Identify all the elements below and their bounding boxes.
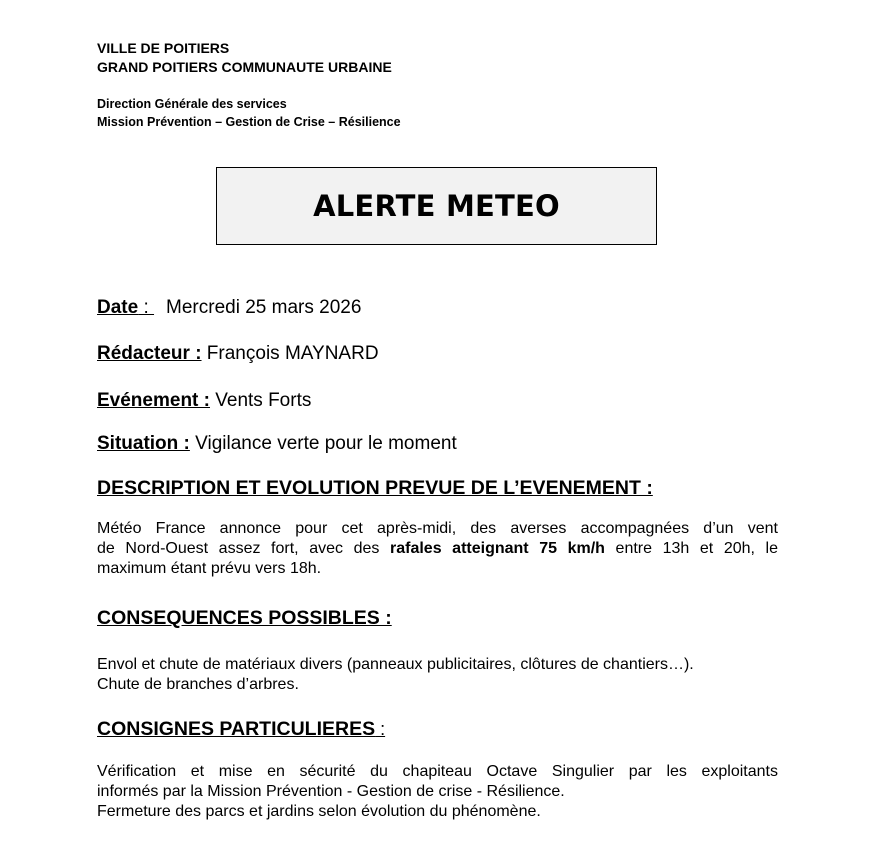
field-date-label: Date xyxy=(97,297,139,318)
section-consignes-heading-suffix: : xyxy=(375,719,386,739)
consequences-paragraph xyxy=(97,655,778,695)
consignes-line-3: Fermeture des parcs et jardins selon évolution du phénomène. xyxy=(97,803,541,820)
section-consignes-heading-text: CONSIGNES PARTICULIERES xyxy=(97,718,376,740)
header-mission: Mission Prévention – Gestion de Crise – Résilience xyxy=(97,115,401,129)
field-situation xyxy=(97,432,457,456)
field-date-value: Mercredi 25 mars 2026 xyxy=(166,297,362,318)
page-title: ALERTE METEO xyxy=(313,189,560,223)
description-highlight: rafales atteignant 75 km/h xyxy=(390,540,605,557)
header-direction: Direction Générale des services xyxy=(97,97,287,111)
description-line-3: maximum étant prévu vers 18h. xyxy=(97,560,322,577)
description-line-1: Météo France annonce pour cet après-midi, des averses accompagnées d’un vent xyxy=(97,520,778,537)
description-line-2-post: entre 13h et 20h, le xyxy=(604,540,779,557)
consequences-line-1: Envol et chute de matériaux divers (panneaux publicitaires, clôtures de chantiers…). xyxy=(97,656,694,673)
consignes-paragraph xyxy=(97,762,778,822)
field-redacteur xyxy=(97,342,379,366)
title-box xyxy=(216,167,657,245)
header-city: VILLE DE POITIERS xyxy=(97,40,230,56)
consignes-line-2: informés par la Mission Prévention - Gestion de crise - Résilience. xyxy=(97,783,565,800)
description-paragraph xyxy=(97,519,778,579)
header-agglo: GRAND POITIERS COMMUNAUTE URBAINE xyxy=(97,59,392,75)
section-consequences-heading: CONSEQUENCES POSSIBLES : xyxy=(97,607,392,629)
section-consignes-heading xyxy=(97,717,385,741)
field-evenement xyxy=(97,389,311,413)
description-line-2 xyxy=(97,539,778,559)
field-situation-value: Vigilance verte pour le moment xyxy=(189,433,457,454)
field-redacteur-value: François MAYNARD xyxy=(201,343,379,364)
field-evenement-label: Evénement : xyxy=(97,390,210,411)
consignes-line-1: Vérification et mise en sécurité du chapiteau Octave Singulier par les exploitants xyxy=(97,763,778,780)
section-description-heading: DESCRIPTION ET EVOLUTION PREVUE DE L’EVENEMENT : xyxy=(97,477,653,499)
field-evenement-value: Vents Forts xyxy=(209,390,312,411)
consequences-line-2: Chute de branches d’arbres. xyxy=(97,676,299,693)
field-redacteur-label: Rédacteur : xyxy=(97,343,202,364)
description-line-2-pre: de Nord-Ouest assez fort, avec des xyxy=(97,540,390,557)
field-situation-label: Situation : xyxy=(97,433,190,454)
field-date-sep: : xyxy=(138,297,155,318)
field-date xyxy=(97,296,361,320)
